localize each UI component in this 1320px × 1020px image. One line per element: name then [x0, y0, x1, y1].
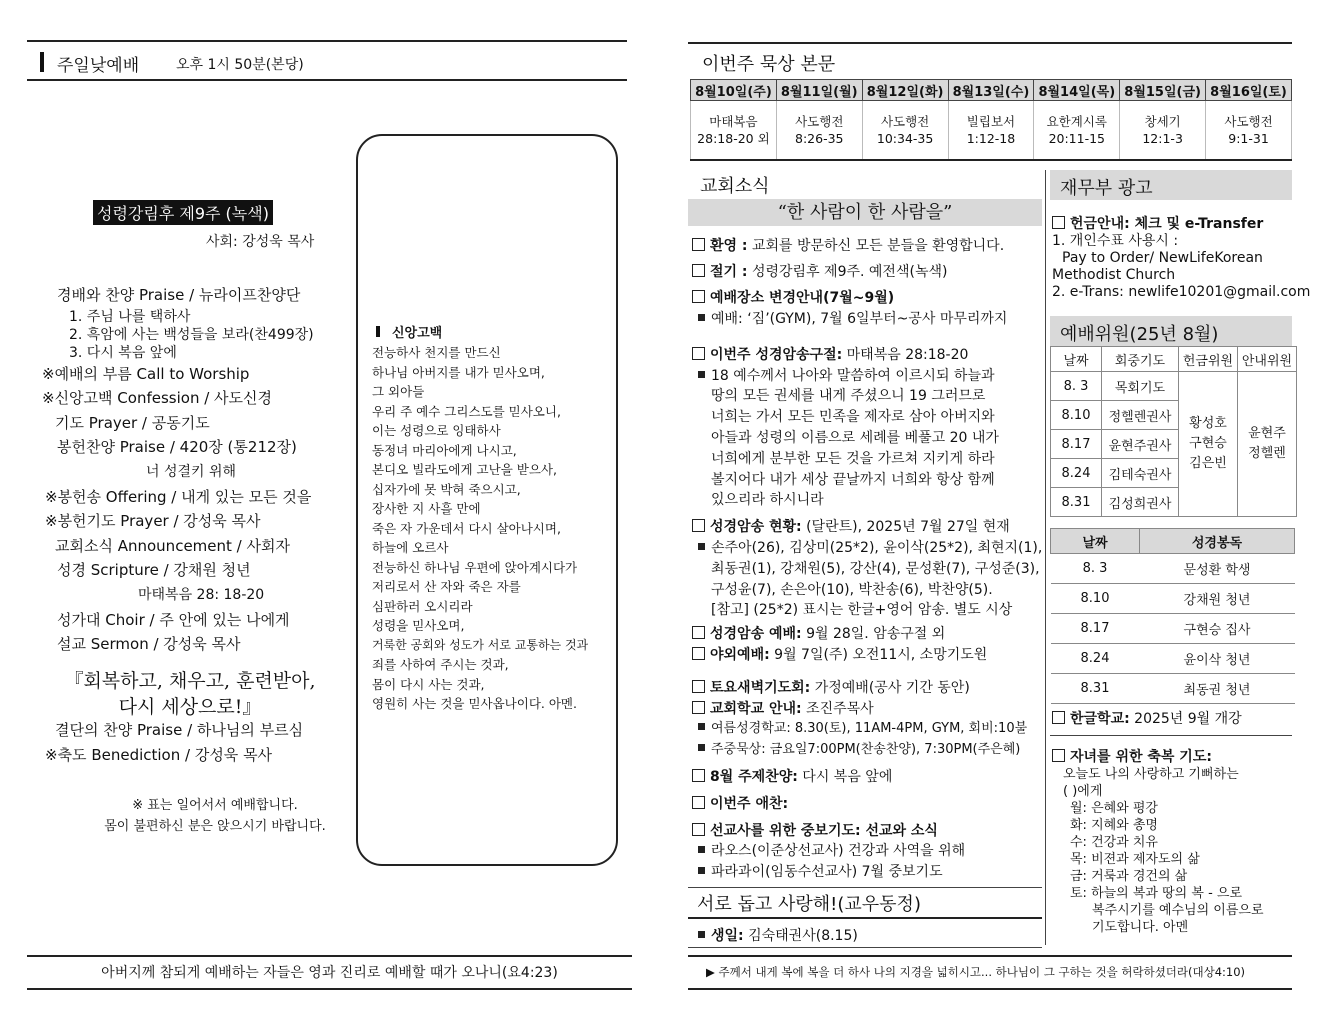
schedule-cell [948, 101, 1034, 161]
school-detail [692, 740, 1042, 761]
news-text: 예배: ‘짐’(GYM), 7월 6일부터~공사 마무리까지 [711, 310, 1008, 327]
offering-committee [1179, 372, 1238, 517]
news-label: 생일: [711, 928, 744, 944]
creed-title: 신앙고백 [392, 326, 443, 341]
news-text: 2025년 9월 개강 [1134, 711, 1242, 727]
memory-line: 너희는 가서 모든 민족을 제자로 삼아 아버지와 [711, 409, 995, 426]
schedule-cell [776, 101, 862, 161]
creed-line: 전능하사 천지를 만드신 [372, 345, 501, 360]
order-item: ※예배의 부름 Call to Worship [42, 364, 250, 383]
blessing-line: 목: 비젼과 제자도의 삶 [1070, 852, 1200, 867]
checkbox-icon [692, 238, 705, 251]
schedule-book: 빌립보서 [966, 114, 1016, 129]
right-footer-verse: ▶ 주께서 내게 복에 복을 더 하사 나의 지경을 넓히시고... 하나님이 그 구하는 것을 허락하셨더라(대상4:10) [706, 965, 1246, 979]
left-footer-verse: 아버지께 참되게 예배하는 자들은 영과 진리로 예배할 때가 오나니(요4:23) [101, 965, 558, 981]
news-outdoor [692, 645, 1042, 666]
bullet-icon [698, 867, 705, 874]
duty-prayer: 김테숙권사 [1102, 459, 1179, 488]
checkbox-icon [692, 769, 705, 782]
schedule-book: 마태복음 [709, 114, 758, 129]
mission-detail [692, 862, 1042, 883]
news-list [692, 236, 1042, 883]
blessing-line: ( )에게 [1063, 784, 1103, 799]
creed-line: 본디오 빌라도에게 고난을 받으사, [372, 462, 557, 477]
status-line [692, 538, 1042, 559]
blessing-line: 화: 지혜와 총명 [1070, 818, 1158, 833]
blessing-line: 월: 은혜와 평강 [1070, 801, 1158, 816]
order-song: 3. 다시 복음 앞에 [69, 344, 177, 361]
blessing-line: 금: 거룩과 경건의 삶 [1070, 869, 1188, 884]
news-text: (달란트), 2025년 7월 27일 현재 [806, 519, 1010, 536]
order-item-scripture-ref: 마태복음 28: 18-20 [138, 586, 265, 603]
order-item: ※신앙고백 Confession / 사도신경 [42, 389, 272, 408]
schedule-day: 8월14일(목) [1034, 80, 1120, 101]
duty-date: 8.17 [1051, 430, 1102, 459]
schedule-ref: 9:1-31 [1228, 131, 1269, 146]
duty-table [1050, 346, 1297, 517]
status-text: 손주아(26), 김상미(25*2), 윤이삭(25*2), 최현지(1), [711, 539, 1043, 556]
season-title: 성령강림후 제9주 (녹색) [93, 200, 273, 225]
bullet-icon [698, 931, 705, 938]
fellowship-rule-top [688, 887, 1042, 888]
schedule-book: 사도행전 [1224, 114, 1273, 129]
news-label: 야외예배: [710, 646, 770, 663]
news-label: 한글학교: [1070, 711, 1130, 727]
creed-line: 전능하신 하나님 우편에 앉아계시다가 [372, 559, 578, 575]
offering-title [1052, 216, 1292, 233]
creed-line: 십자가에 못 박혀 죽으시고, [372, 481, 521, 497]
bullet-icon [698, 314, 705, 321]
mission-detail [692, 841, 1042, 862]
news-sad [692, 794, 1042, 815]
blessing-line: 토: 하늘의 복과 땅의 복 - 으로 [1070, 886, 1243, 901]
news-status [692, 517, 1042, 538]
reading-table [1050, 528, 1295, 704]
checkbox-icon [1052, 749, 1065, 762]
schedule-day: 8월12일(화) [862, 80, 948, 101]
news-label: 교회학교 안내: [710, 700, 802, 717]
creed-line: 하늘에 오르사 [372, 540, 449, 555]
birthday [692, 925, 858, 945]
order-item-hymn: 너 성결키 위해 [146, 463, 237, 480]
order-item: ※축도 Benediction / 강성욱 목사 [45, 745, 273, 764]
schedule-ref: 10:34-35 [876, 131, 934, 146]
memory-line [692, 366, 1042, 387]
reading-name: 문성환 학생 [1140, 554, 1295, 584]
checkbox-icon [692, 347, 705, 360]
news-label: 헌금안내: 체크 및 e-Transfer [1070, 216, 1264, 232]
creed-line: 하나님 아버지를 내가 믿사오며, [372, 364, 545, 380]
committee-member: 황성호 [1189, 416, 1227, 431]
news-venue [692, 288, 1042, 309]
order-item: 성가대 Choir / 주 안에 있는 나에게 [57, 610, 290, 629]
committee-member: 구현승 [1189, 436, 1227, 451]
order-song: 1. 주님 나를 택하사 [69, 308, 191, 325]
order-item: 경배와 찬양 Praise / 뉴라이프찬양단 [57, 286, 301, 304]
memory-line: 너희에게 분부한 모든 것을 가르쳐 지키게 하라 [711, 450, 995, 467]
schedule-book: 사도행전 [795, 114, 844, 129]
creed-line: 죽은 자 가운데서 다시 살아나시며, [372, 520, 561, 536]
reading-header: 성경봉독 [1140, 529, 1295, 554]
schedule-book: 창세기 [1144, 114, 1181, 129]
creed-line: 몸이 다시 사는 것과, [372, 676, 485, 692]
sermon-title [40, 668, 340, 720]
checkbox-icon [692, 680, 705, 693]
news-text: 다시 복음 앞에 [802, 768, 893, 785]
memory-line: 볼지어다 내가 세상 끝날까지 너희와 항상 함께 [711, 471, 995, 488]
column-divider [1045, 170, 1046, 945]
news-recital [692, 624, 1042, 645]
reading-date: 8.10 [1051, 584, 1140, 614]
bullet-icon [698, 371, 705, 378]
schedule-cell [1206, 101, 1292, 161]
duty-header: 헌금위원 [1179, 347, 1238, 372]
note-line: 몸이 불편하신 분은 앉으시기 바랍니다. [104, 819, 326, 834]
news-venue-detail [692, 309, 1042, 335]
news-title: 교회소식 [700, 176, 770, 197]
reading-date: 8. 3 [1051, 554, 1140, 584]
left-footer-rule-top [27, 955, 632, 957]
checkbox-icon [692, 823, 705, 836]
offering-line: Pay to Order/ NewLifeKorean [1062, 250, 1263, 266]
memory-line: 있으리라 하시니라 [711, 492, 824, 509]
reading-date: 8.24 [1051, 644, 1140, 674]
schedule-day: 8월15일(금) [1120, 80, 1206, 101]
order-item: 성경 Scripture / 강채원 청년 [57, 561, 251, 580]
duty-header: 안내위원 [1238, 347, 1297, 372]
meditation-title: 이번주 묵상 본문 [702, 54, 836, 75]
news-welcome [692, 236, 1042, 262]
order-of-worship [40, 283, 340, 657]
sermon-title-line: 『회복하고, 채우고, 훈련받아, [64, 670, 316, 692]
checkbox-icon [1052, 216, 1065, 229]
order-item: 결단의 찬양 Praise / 하나님의 부르심 [55, 721, 304, 739]
presider: 사회: 강성욱 목사 [206, 234, 315, 250]
news-season [692, 262, 1042, 288]
fellowship-rule [688, 917, 1042, 919]
reading-name: 강채원 청년 [1140, 584, 1295, 614]
committee-member: 정헬렌 [1248, 446, 1286, 461]
blessing-line: 기도합니다. 아멘 [1092, 920, 1189, 935]
news-memory [692, 345, 1042, 366]
order-item: 기도 Prayer / 공동기도 [55, 413, 210, 432]
news-text: 가정예배(공사 기간 동안) [814, 679, 970, 696]
checkbox-icon [692, 626, 705, 639]
duty-prayer: 정헬렌권사 [1102, 401, 1179, 430]
news-text: 9월 28일. 암송구절 외 [806, 626, 946, 643]
status-line: 구성윤(7), 손은아(10), 박찬송(6), 박찬양(5). [711, 581, 993, 598]
news-label: 토요새벽기도회: [710, 679, 811, 696]
checkbox-icon [692, 264, 705, 277]
order-item: 교회소식 Announcement / 사회자 [55, 536, 290, 555]
reading-name: 구현승 집사 [1140, 614, 1295, 644]
memory-text: 18 예수께서 나아와 말씀하여 이르시되 하늘과 [711, 367, 995, 384]
news-label: 성경암송 현황: [710, 519, 802, 536]
news-hymn [692, 767, 1042, 788]
news-label: 선교사를 위한 중보기도: 선교와 소식 [710, 822, 938, 839]
duty-header: 회중기도 [1102, 347, 1179, 372]
news-label: 8월 주제찬양: [710, 768, 798, 785]
schedule-book: 요한계시록 [1046, 114, 1107, 129]
left-header-rule [27, 79, 627, 81]
news-banner: “한 사람이 한 사람을” [688, 199, 1042, 226]
status-line: [참고] (25*2) 표시는 한글+영어 암송. 별도 시상 [711, 602, 1013, 619]
schedule-day: 8월13일(수) [948, 80, 1034, 101]
fellowship-title: 서로 돕고 사랑해!(교우동정) [697, 894, 921, 915]
standing-note [40, 795, 390, 837]
header-marker [40, 52, 44, 72]
schedule-cell [862, 101, 948, 161]
blessing-line: 오늘도 나의 사랑하고 기뻐하는 [1063, 767, 1239, 782]
offering-line: Methodist Church [1052, 267, 1176, 283]
order-item: ※봉헌송 Offering / 내게 있는 모든 것을 [45, 487, 312, 506]
schedule-cell [691, 101, 777, 161]
duty-prayer: 목회기도 [1102, 372, 1179, 401]
bullet-icon [698, 846, 705, 853]
bullet-icon [698, 723, 705, 730]
creed-line: 성령을 믿사오며, [372, 618, 465, 633]
schedule-cell [1034, 101, 1120, 161]
checkbox-icon [1052, 711, 1065, 724]
duty-date: 8.10 [1051, 401, 1102, 430]
checkbox-icon [692, 701, 705, 714]
creed-line: 이는 성령으로 잉태하사 [372, 423, 501, 438]
blessing-line: 복주시기를 예수님의 이름으로 [1092, 903, 1264, 918]
checkbox-icon [692, 796, 705, 809]
creed-text [372, 343, 612, 714]
duty-date: 8.31 [1051, 488, 1102, 517]
news-label: 성경암송 예배: [710, 626, 802, 643]
news-label: 이번주 성경암송구절: [710, 346, 843, 363]
duty-title: 예배위원(25년 8월) [1060, 324, 1219, 345]
news-label: 예배장소 변경안내(7월~9월) [710, 290, 895, 306]
creed-line: 동정녀 마리아에게 나시고, [372, 442, 517, 458]
news-dawn [692, 678, 1042, 699]
korean-school-rule [1050, 735, 1292, 736]
schedule-day: 8월10일(주) [691, 80, 777, 101]
committee-member: 윤현주 [1248, 426, 1286, 441]
news-school [692, 699, 1042, 720]
schedule-ref: 1:12-18 [966, 131, 1016, 146]
memory-line: 아들과 성령의 이름으로 세례를 베풀고 20 내가 [711, 429, 999, 446]
creed-marker [376, 326, 380, 337]
news-text: 성령강림후 제9주. 예전색(녹색) [751, 264, 948, 280]
left-footer-rule-bottom [27, 988, 632, 990]
order-song: 2. 흑암에 사는 백성들을 보라(찬499장) [69, 326, 314, 343]
creed-line: 거룩한 공회와 성도가 서로 교통하는 것과 [372, 637, 589, 652]
committee-member: 김은빈 [1189, 456, 1227, 471]
news-mission [692, 821, 1042, 842]
right-top-rule [688, 42, 1292, 44]
news-label: 환영 : [710, 238, 748, 254]
reading-name: 최동권 청년 [1140, 674, 1295, 704]
news-label: 자녀를 위한 축복 기도: [1070, 749, 1212, 765]
creed-line: 죄를 사하여 주시는 것과, [372, 657, 509, 672]
duty-prayer: 윤현주권사 [1102, 430, 1179, 459]
creed-line: 영원히 사는 것을 믿사옵나이다. 아멘. [372, 696, 577, 711]
creed-line: 심판하러 오시리라 [372, 598, 473, 614]
fellowship-rule-bottom [688, 947, 1042, 948]
schedule-cell [1120, 101, 1206, 161]
bullet-icon [698, 744, 705, 751]
duty-header: 날짜 [1051, 347, 1102, 372]
schedule-ref: 12:1-3 [1142, 131, 1183, 146]
schedule-day: 8월11일(월) [776, 80, 862, 101]
news-label: 이번주 애찬: [710, 795, 789, 812]
creed-line: 저리로서 산 자와 죽은 자를 [372, 579, 521, 594]
reading-date: 8.17 [1051, 614, 1140, 644]
guide-committee [1238, 372, 1297, 517]
creed-line: 그 외아들 [372, 384, 425, 399]
sermon-title-line: 다시 세상으로!』 [118, 696, 262, 718]
checkbox-icon [692, 647, 705, 660]
offering-line: 2. e-Trans: newlife10201@gmail.com [1052, 284, 1311, 300]
korean-school [1052, 711, 1292, 728]
schedule-ref: 28:18-20 외 [697, 131, 770, 146]
meditation-schedule [690, 79, 1292, 161]
reading-header: 날짜 [1051, 529, 1140, 554]
duty-prayer: 김성희권사 [1102, 488, 1179, 517]
service-title: 주일낮예배 [57, 56, 140, 76]
schedule-day: 8월16일(토) [1206, 80, 1292, 101]
schedule-book: 사도행전 [880, 114, 930, 129]
order-item: 봉헌찬양 Praise / 420장 (통212장) [57, 438, 297, 457]
schedule-ref: 8:26-35 [795, 131, 844, 146]
news-text: 여름성경학교: 8.30(토), 11AM-4PM, GYM, 회비:10불 [711, 721, 1028, 737]
news-text: 주중묵상: 금요일7:00PM(찬송찬양), 7:30PM(주은혜) [711, 742, 1021, 758]
note-line: ※ 표는 일어서서 예배합니다. [132, 798, 298, 813]
finance-section [1052, 216, 1311, 301]
news-text: 9월 7일(주) 오전11시, 소망기도원 [774, 646, 988, 663]
right-footer-rule-top [688, 955, 1292, 957]
memory-line: 땅의 모든 권세를 내게 주셨으니 19 그러므로 [711, 388, 986, 405]
creed-line: 장사한 지 사흘 만에 [372, 501, 481, 516]
order-item: 설교 Sermon / 강성욱 목사 [57, 635, 241, 654]
duty-date: 8. 3 [1051, 372, 1102, 401]
bullet-icon [698, 543, 705, 550]
news-text: 마태복음 28:18-20 [846, 346, 969, 363]
status-line: 최동권(1), 강채원(5), 강산(4), 문성환(7), 구성준(3), [711, 560, 1040, 577]
news-label: 절기 : [710, 264, 748, 280]
blessing-line: 수: 건강과 치유 [1070, 835, 1158, 850]
reading-name: 윤이삭 청년 [1140, 644, 1295, 674]
order-closing [40, 718, 340, 767]
order-item: ※봉헌기도 Prayer / 강성욱 목사 [45, 512, 261, 531]
checkbox-icon [692, 519, 705, 532]
service-time: 오후 1시 50분(본당) [176, 57, 304, 73]
right-footer-rule-bottom [688, 988, 1292, 990]
creed-line: 우리 주 예수 그리스도를 믿사오니, [372, 403, 561, 419]
finance-title: 재무부 광고 [1060, 178, 1153, 199]
news-text: 김숙태권사(8.15) [748, 928, 858, 944]
reading-date: 8.31 [1051, 674, 1140, 704]
offering-line: 1. 개인수표 사용시 : [1052, 233, 1179, 249]
news-text: 라오스(이준상선교사) 건강과 사역을 위해 [711, 843, 966, 860]
checkbox-icon [692, 290, 705, 303]
blessing-section [1052, 749, 1292, 936]
left-top-rule [27, 40, 627, 42]
schedule-ref: 20:11-15 [1048, 131, 1106, 146]
news-text: 교회를 방문하신 모든 분들을 환영합니다. [751, 238, 1005, 254]
duty-date: 8.24 [1051, 459, 1102, 488]
news-text: 파라과이(임동수선교사) 7월 중보기도 [711, 864, 943, 881]
news-text: 조진주목사 [806, 700, 874, 717]
school-detail [692, 719, 1042, 740]
